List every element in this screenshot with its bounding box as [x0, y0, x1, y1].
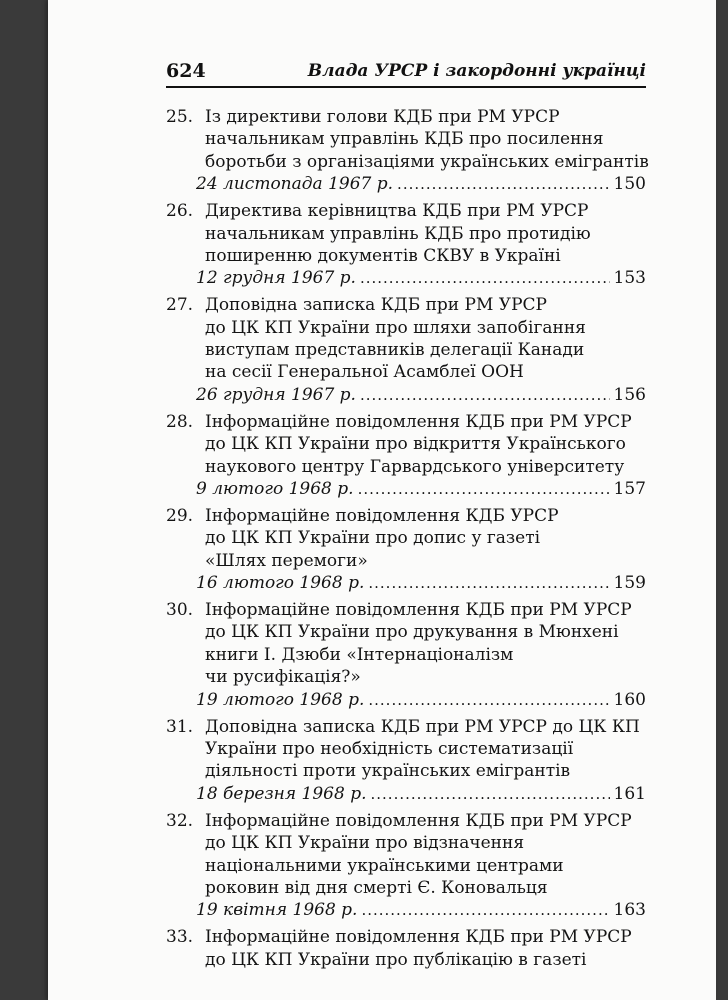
entry-title-line: виступам представників делегації Канади — [205, 340, 585, 361]
entry-title-line: боротьби з організаціями українських емігрантів — [205, 151, 649, 172]
dot-leader — [360, 384, 610, 406]
entry-page-number: 157 — [613, 479, 646, 499]
entry-date-row — [196, 572, 646, 594]
entry-page-number: 156 — [613, 384, 646, 405]
entry-title-line: чи русифікація?» — [205, 667, 361, 688]
entry-title-line: України про необхідність систематизації — [205, 738, 574, 759]
entry-title — [205, 294, 646, 384]
entry-title-line: до ЦК КП України про відкриття Українського — [205, 434, 626, 455]
entry-page-number: 159 — [613, 573, 646, 594]
entry-date-row — [196, 783, 646, 805]
toc-entry — [166, 810, 646, 922]
entry-date: 24 листопада 1967 р. — [196, 174, 394, 195]
entry-title-line: до ЦК КП України про допис у газеті — [205, 528, 541, 549]
entry-date: 12 грудня 1967 р. — [196, 268, 356, 289]
entry-title-line: роковин від дня смерті Є. Коновальця — [205, 877, 548, 898]
entry-page-number: 161 — [613, 783, 646, 804]
entry-title-line: Інформаційне повідомлення КДБ при РМ УРСР — [205, 600, 632, 621]
entry-title — [205, 926, 646, 971]
toc-entry — [166, 599, 646, 711]
entry-date-row — [196, 689, 646, 711]
entry-title-line: начальникам управлінь КДБ про протидію — [205, 223, 591, 244]
entry-number: 27. — [166, 295, 194, 316]
entry-title — [205, 505, 646, 572]
dot-leader — [358, 478, 610, 500]
entry-title — [205, 810, 646, 900]
toc-entry — [166, 106, 649, 196]
entry-date: 19 лютого 1968 р. — [196, 689, 365, 710]
entry-number: 32. — [166, 810, 194, 831]
entry-page-number: 153 — [613, 268, 646, 289]
entry-title — [205, 106, 649, 173]
toc-entry — [166, 716, 646, 806]
entry-title-line: до ЦК КП України про шляхи запобігання — [205, 317, 586, 338]
toc-entry — [166, 505, 646, 595]
entry-title — [205, 716, 646, 783]
entry-title-line: до ЦК КП України про публікацію в газеті — [205, 949, 587, 970]
page-header — [166, 59, 646, 88]
entry-page-number: 160 — [613, 689, 646, 710]
entry-number: 25. — [166, 107, 194, 127]
entry-date-row — [196, 899, 646, 921]
entry-date: 26 грудня 1967 р. — [196, 384, 356, 405]
toc-entry — [166, 411, 646, 501]
dot-leader — [397, 173, 610, 195]
entry-title-line: Доповідна записка КДБ при РМ УРСР до ЦК КП — [205, 716, 640, 737]
entry-title-line: до ЦК КП України про друкування в Мюнхені — [205, 622, 619, 643]
entry-title-line: «Шлях перемоги» — [205, 550, 368, 571]
entry-date-row — [196, 384, 646, 406]
entry-date-row — [196, 173, 646, 195]
entry-title-line: Інформаційне повідомлення КДБ при РМ УРСР — [205, 411, 632, 432]
entry-date-row — [196, 267, 646, 289]
entry-title-line: книги І. Дзюби «Інтернаціоналізм — [205, 644, 514, 665]
entry-title-line: поширенню документів СКВУ в Україні — [205, 245, 561, 266]
book-page — [48, 0, 716, 1000]
entry-title-line: наукового центру Гарвардського університету — [205, 456, 625, 477]
entry-number: 31. — [166, 716, 194, 737]
toc-entry — [166, 926, 646, 971]
table-of-contents — [166, 106, 649, 976]
dot-leader — [360, 267, 610, 289]
entry-title-line: Доповідна записка КДБ при РМ УРСР — [205, 295, 547, 316]
entry-number: 33. — [166, 927, 194, 948]
entry-title-line: діяльності проти українських емігрантів — [205, 761, 571, 782]
entry-date: 16 лютого 1968 р. — [196, 573, 365, 594]
entry-date: 18 березня 1968 р. — [196, 783, 367, 804]
dot-leader — [371, 783, 610, 805]
entry-title-line: Директива керівництва КДБ при РМ УРСР — [205, 201, 589, 222]
entry-title — [205, 200, 646, 267]
entry-title-line: Із директиви голови КДБ при РМ УРСР — [205, 107, 560, 127]
entry-number: 28. — [166, 411, 194, 432]
page-number: 624 — [166, 60, 206, 82]
running-title: Влада УРСР і закордонні українці — [307, 61, 646, 81]
entry-date-row — [196, 478, 646, 500]
dot-leader — [368, 572, 609, 594]
entry-page-number: 163 — [613, 900, 646, 921]
entry-date: 9 лютого 1968 р. — [196, 479, 354, 499]
toc-entry — [166, 294, 646, 406]
entry-title-line: Інформаційне повідомлення КДБ при РМ УРСР — [205, 927, 632, 948]
entry-title — [205, 599, 646, 689]
entry-number: 26. — [166, 201, 194, 222]
dot-leader — [368, 689, 609, 711]
toc-entry — [166, 200, 646, 290]
entry-title-line: начальникам управлінь КДБ про посилення — [205, 129, 604, 150]
entry-number: 30. — [166, 600, 194, 621]
entry-page-number: 150 — [613, 174, 646, 195]
entry-title-line: Інформаційне повідомлення КДБ УРСР — [205, 505, 559, 526]
dot-leader — [361, 899, 609, 921]
entry-date: 19 квітня 1968 р. — [196, 900, 358, 921]
entry-title-line: до ЦК КП України про відзначення — [205, 833, 525, 854]
entry-title-line: Інформаційне повідомлення КДБ при РМ УРСР — [205, 810, 632, 831]
entry-title-line: національними українськими центрами — [205, 855, 564, 876]
entry-title — [205, 411, 646, 478]
entry-number: 29. — [166, 505, 194, 526]
entry-title-line: на сесії Генеральної Асамблеї ООН — [205, 362, 524, 383]
